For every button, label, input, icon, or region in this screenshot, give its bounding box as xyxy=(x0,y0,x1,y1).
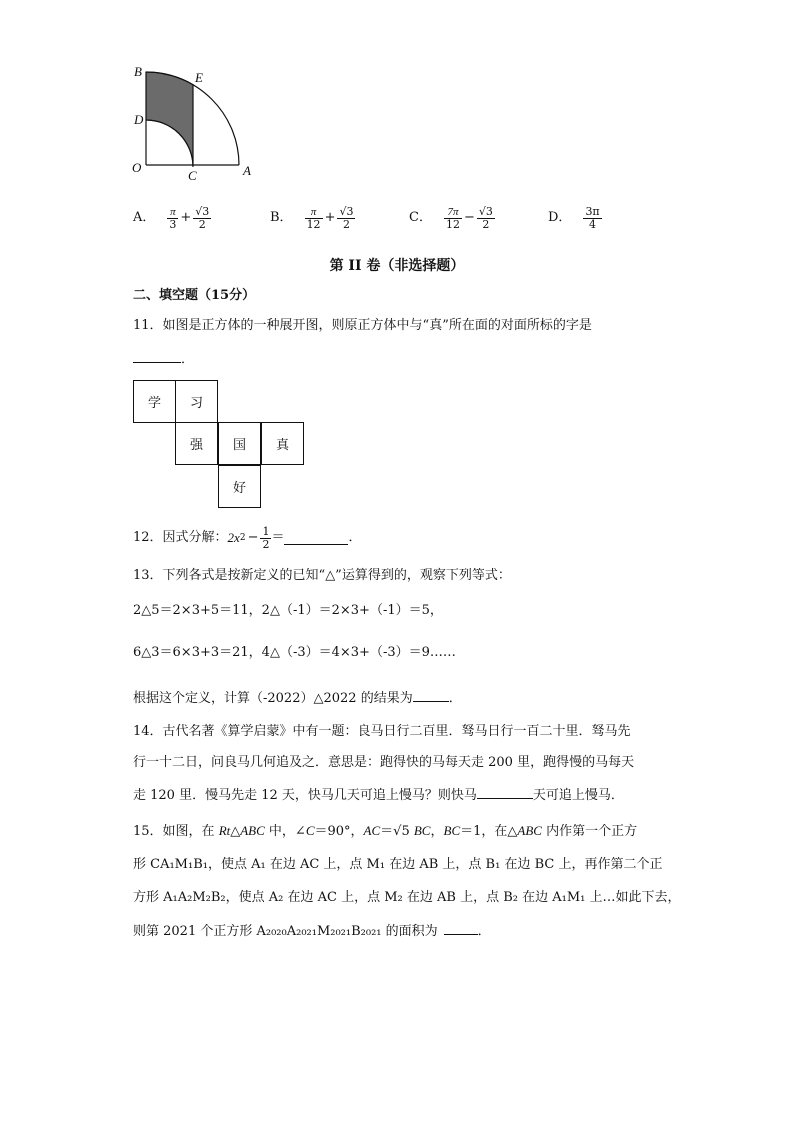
net-cell-hao: 好 xyxy=(218,465,261,508)
net-cell-xue: 学 xyxy=(133,380,176,423)
q13-blank[interactable] xyxy=(413,689,449,702)
option-d-frac: $\frac{3\pi}{4}$ xyxy=(585,204,600,231)
q15-blank[interactable] xyxy=(444,922,478,935)
q14-line1: 14．古代名著《算学启蒙》中有一题：良马日行二百里．驽马日行一百二十里．驽马先 xyxy=(133,724,631,739)
q13-line4: 根据这个定义，计算（-2022）△2022 的结果为 ． xyxy=(133,691,462,706)
q11-text: 11．如图是正方体的一种展开图，则原正方体中与“真”所在面的对面所标的字是 xyxy=(133,318,592,333)
q15-line2: 形 CA₁M₁B₁，使点 A₁ 在边 AC 上，点 M₁ 在边 AB 上，点 B₁ 在边 BC 上，再作第二个正 xyxy=(133,857,663,872)
q11-blank[interactable] xyxy=(133,350,181,363)
label-A: A xyxy=(243,163,251,178)
option-a-frac1: $\frac{\pi}{3}$ xyxy=(169,205,177,231)
q15-line3: 方形 A₁A₂M₂B₂，使点 A₂ 在边 AC 上，点 M₂ 在边 AB 上，点 B₂ 在边 A₁M₁ 上…如此下去， xyxy=(133,890,681,905)
option-b-frac1: $\frac{\pi}{12}$ xyxy=(306,205,321,231)
quarter-circle-figure xyxy=(128,60,258,180)
label-O: O xyxy=(132,160,142,175)
q15-line4: 则第 2021 个正方形 A₂₀₂₀A₂₀₂₁M₂₀₂₁B₂₀₂₁ 的面积为 ． xyxy=(133,924,491,939)
q14-blank[interactable] xyxy=(477,786,533,799)
q13-line3: 6△3＝6×3+3＝21，4△（-3）＝4×3+（-3）＝9…… xyxy=(133,645,456,660)
label-E: E xyxy=(195,70,203,85)
q11-answer-line: ． xyxy=(133,350,194,368)
label-B: B xyxy=(134,64,142,79)
q15-line1: 15．如图，在 Rt△ABC 中，∠C＝90°，AC＝√5 BC，BC＝1，在△ABC 内作第一个正方 xyxy=(133,823,638,839)
option-b-frac2: $\frac{√3}{2}$ xyxy=(339,204,354,231)
label-C: C xyxy=(188,168,197,183)
q12-line: 12．因式分解： 2x 2 − $\frac{1}{2}$ ＝ ． xyxy=(133,524,362,551)
net-cell-guo: 国 xyxy=(218,422,261,465)
net-cell-qiang: 强 xyxy=(175,422,218,465)
q13-line1: 13．下列各式是按新定义的已知“△”运算得到的，观察下列等式： xyxy=(133,568,511,583)
q14-line2: 行一十二日，问良马几何追及之．意思是：跑得快的马每天走 200 里，跑得慢的马每天 xyxy=(133,755,635,770)
net-cell-xi: 习 xyxy=(175,380,218,423)
label-D: D xyxy=(134,112,144,127)
part-title: 二、填空题（15分） xyxy=(133,288,256,303)
q14-line3: 走 120 里．慢马先走 12 天，快马几天可追上慢马？则快马 天可追上慢马． xyxy=(133,788,624,803)
option-c-frac2: $\frac{√3}{2}$ xyxy=(478,204,493,231)
option-c-frac1: $\frac{7\pi}{12}$ xyxy=(445,205,460,231)
shaded-region xyxy=(146,72,193,167)
q13-line2: 2△5＝2×3+5＝11，2△（-1）＝2×3+（-1）＝5， xyxy=(133,603,443,618)
section-title: 第 II 卷（非选择题） xyxy=(329,258,465,274)
q12-blank[interactable] xyxy=(284,532,348,545)
net-cell-zhen: 真 xyxy=(261,422,304,465)
option-b[interactable]: B． $\frac{\pi}{12}$ + $\frac{√3}{2}$ xyxy=(270,204,354,231)
option-d[interactable]: D． $\frac{3\pi}{4}$ xyxy=(548,204,600,231)
option-c[interactable]: C． $\frac{7\pi}{12}$ − $\frac{√3}{2}$ xyxy=(409,204,493,231)
option-a-frac2: $\frac{√3}{2}$ xyxy=(195,204,210,231)
option-a[interactable]: A． $\frac{\pi}{3}$ + $\frac{√3}{2}$ xyxy=(133,204,210,231)
